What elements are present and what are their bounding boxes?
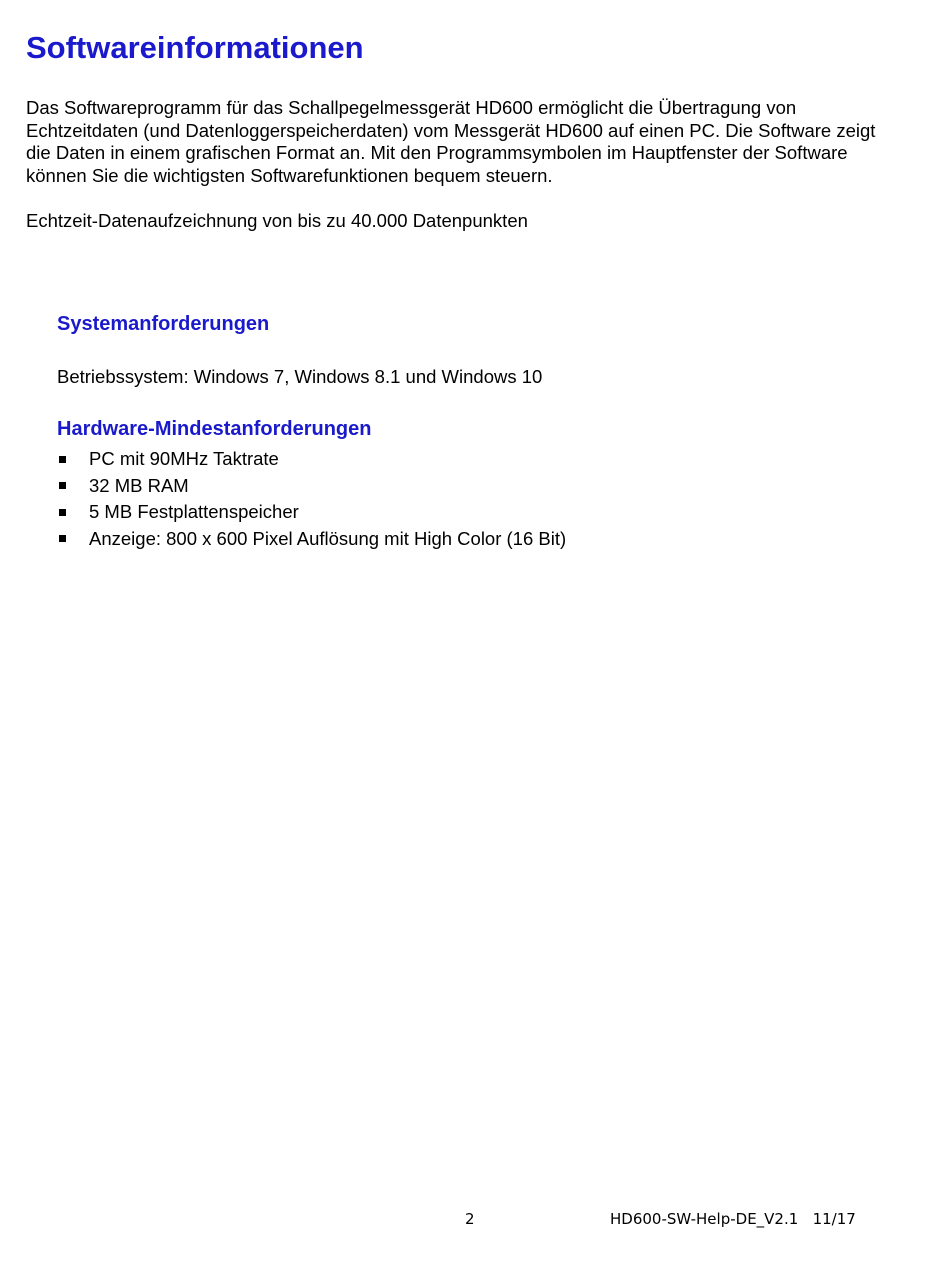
bullet-square-icon — [59, 509, 66, 516]
bullet-square-icon — [59, 535, 66, 542]
page-title: Softwareinformationen — [26, 30, 364, 65]
feature-line: Echtzeit-Datenaufzeichnung von bis zu 40.000 Datenpunkten — [26, 210, 528, 231]
footer-document-id: HD600-SW-Help-DE_V2.1 11/17 — [610, 1210, 856, 1228]
hardware-requirements-heading: Hardware-Mindestanforderungen — [57, 418, 372, 440]
list-item-text: PC mit 90MHz Taktrate — [89, 448, 279, 470]
hardware-requirements-list — [57, 446, 566, 552]
list-item-text: 32 MB RAM — [89, 474, 189, 496]
list-item — [57, 499, 566, 526]
list-item — [57, 473, 566, 500]
bullet-square-icon — [59, 482, 66, 489]
list-item-text: 5 MB Festplattenspeicher — [89, 501, 299, 523]
intro-paragraph: Das Softwareprogramm für das Schallpegelmessgerät HD600 ermöglicht die Übertragung von Echtzeitdaten (und Datenloggerspeicherdaten) vom Messgerät HD600 auf einen PC. Die Software zeigt die Daten in einem grafischen Format an. Mit den Programmsymbolen im Hauptfenster der Software können Sie die wichtigsten Softwarefunktionen bequem steuern. — [26, 97, 876, 186]
bullet-square-icon — [59, 456, 66, 463]
operating-system-line: Betriebssystem: Windows 7, Windows 8.1 und Windows 10 — [57, 366, 543, 387]
list-item-text: Anzeige: 800 x 600 Pixel Auflösung mit High Color (16 Bit) — [89, 527, 567, 549]
list-item — [57, 526, 566, 553]
footer-page-number: 2 — [465, 1210, 475, 1228]
system-requirements-heading: Systemanforderungen — [57, 313, 270, 335]
list-item — [57, 446, 566, 473]
